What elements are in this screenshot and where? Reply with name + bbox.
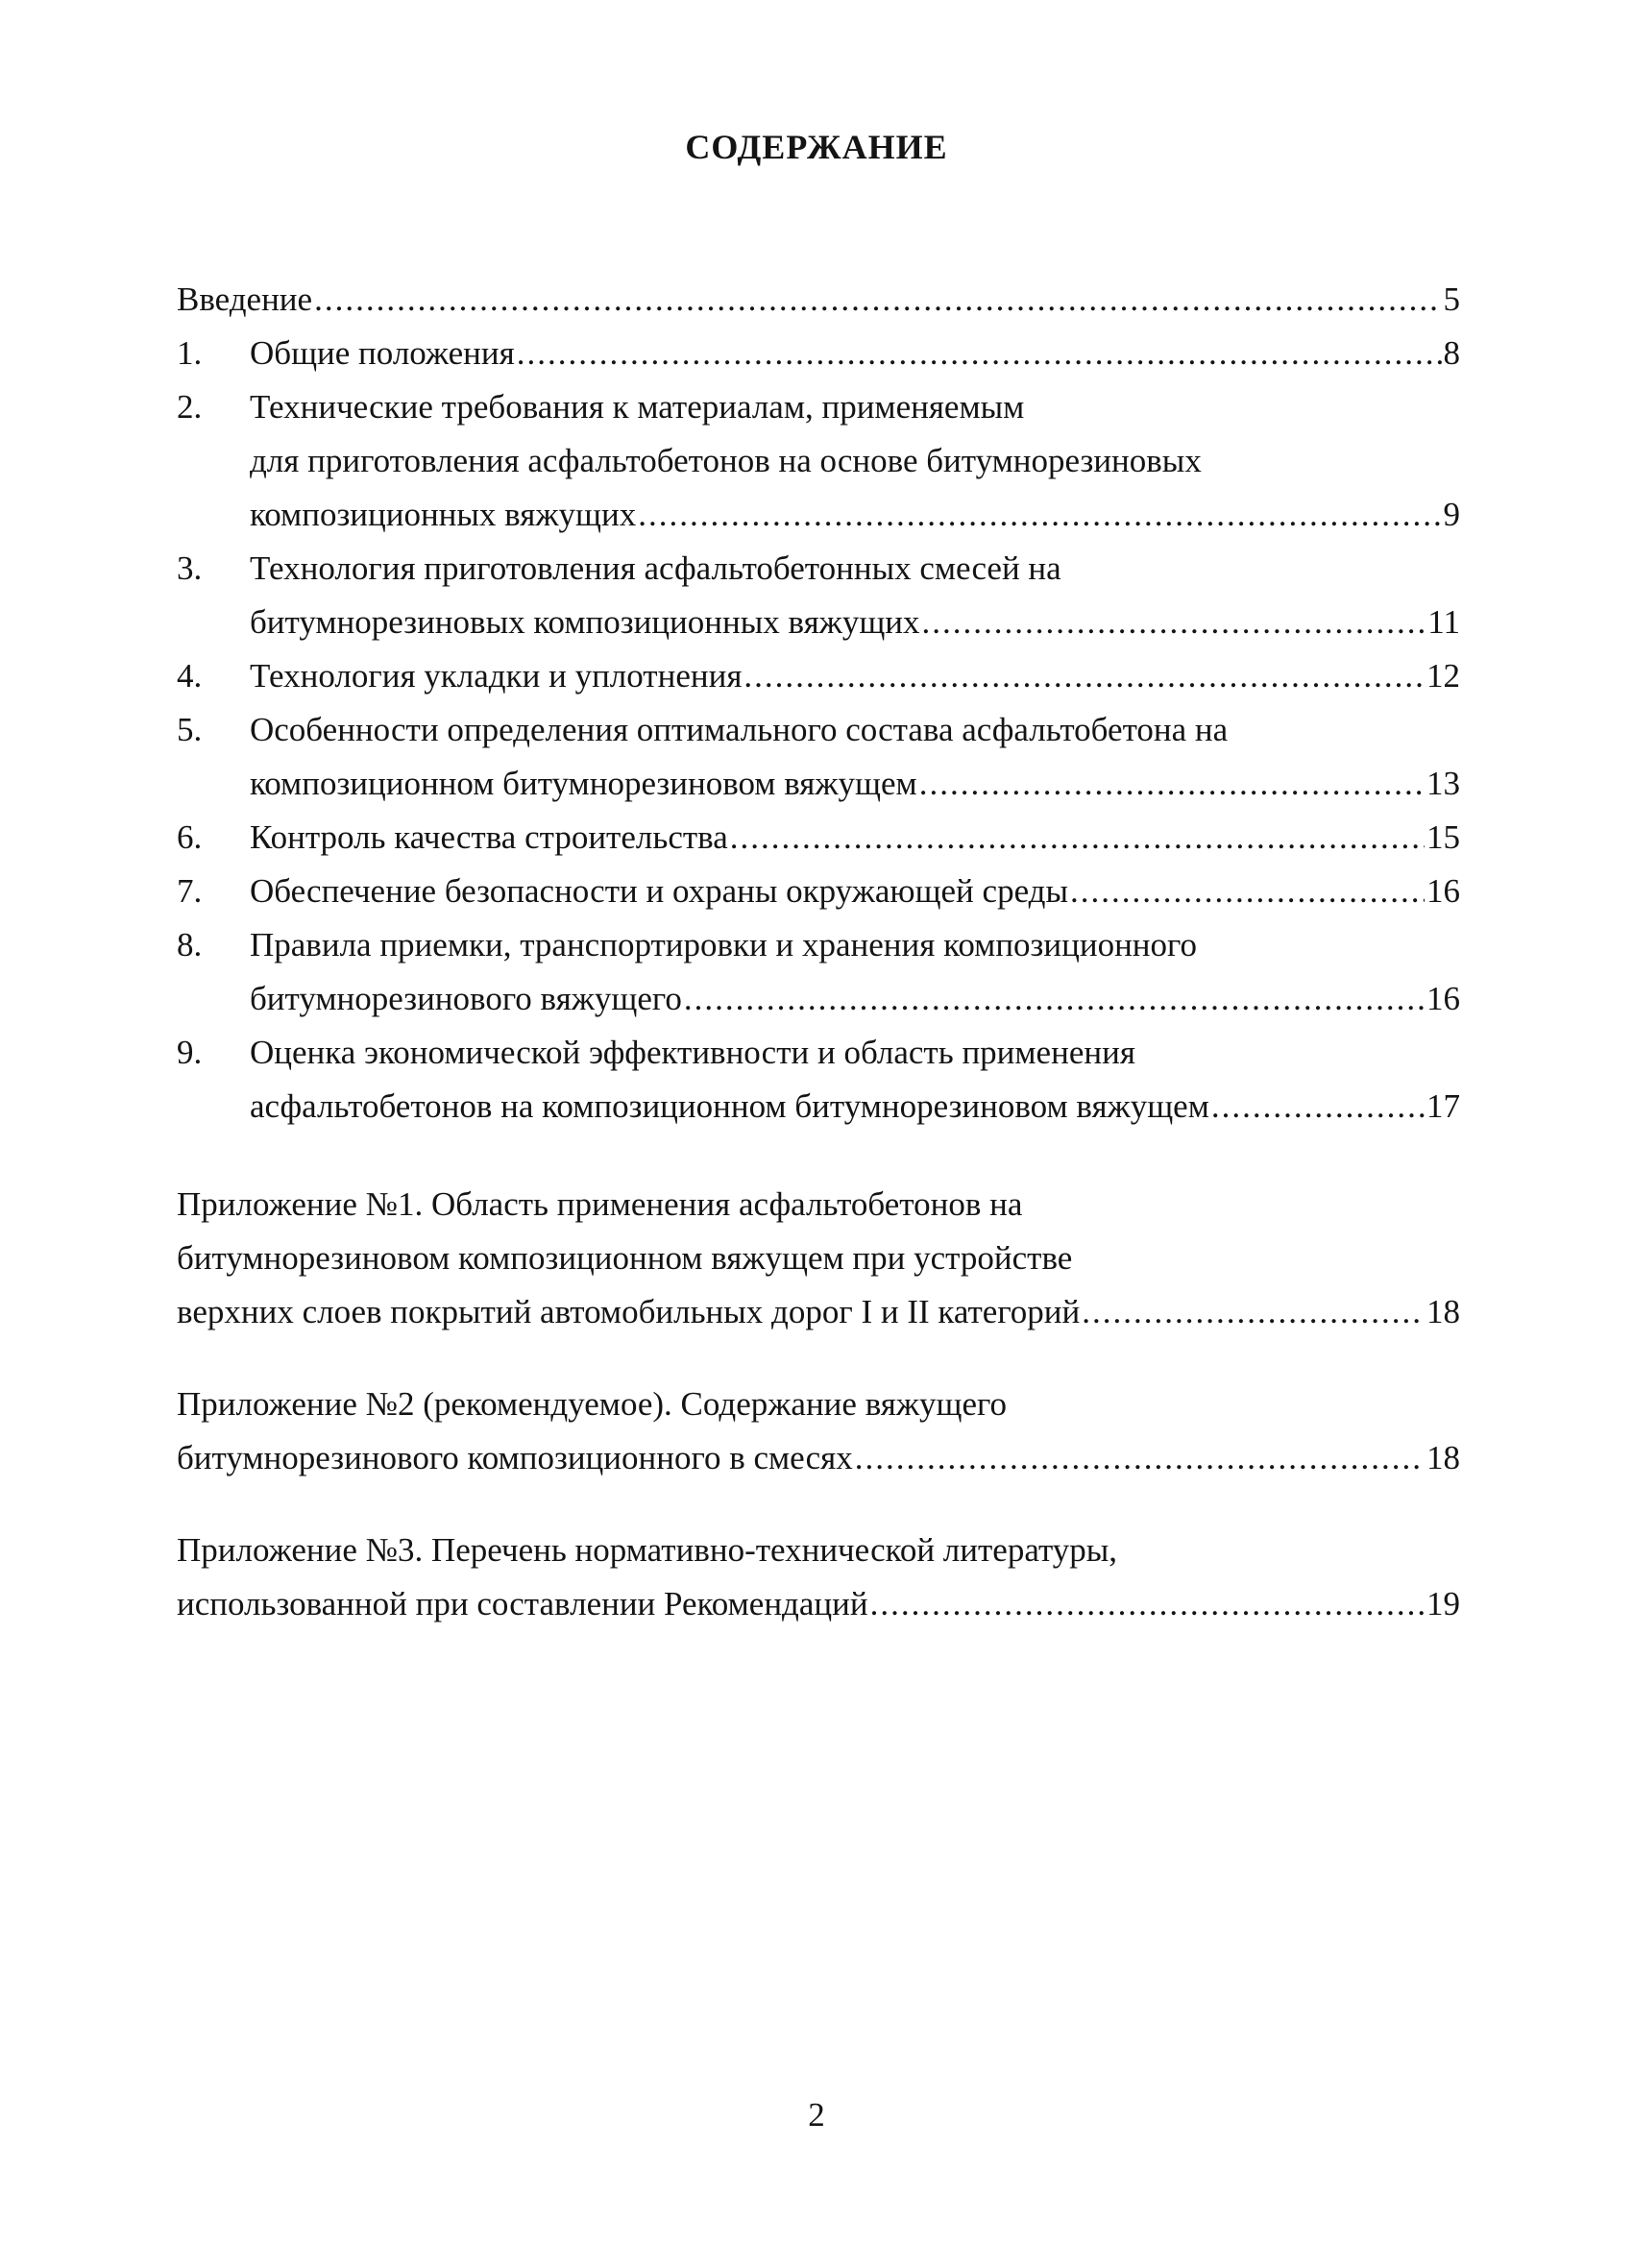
toc-entry-title-line: Приложение №3. Перечень нормативно-технической литературы, [177, 1531, 1118, 1569]
toc-entry-title: Общие положения [250, 334, 515, 372]
toc-page-number: 12 [1426, 657, 1460, 695]
dot-leader [922, 596, 1426, 649]
toc-entry-appendix-3[interactable] [177, 1524, 1460, 1631]
toc-page-number: 8 [1443, 334, 1460, 372]
section-number: 6. [177, 818, 203, 856]
toc-entry-title-line: верхних слоев покрытий автомобильных дорог I и II категорий [177, 1293, 1081, 1330]
toc-entry-section-4[interactable] [177, 649, 1460, 703]
toc-entry-title-line: Технология приготовления асфальтобетонных смесей на [250, 549, 1061, 587]
toc-page-number: 16 [1426, 872, 1460, 910]
section-number: 9. [177, 1034, 203, 1071]
toc-entry-title-line: Правила приемки, транспортировки и хранения композиционного [250, 926, 1198, 963]
page-number: 2 [808, 2096, 825, 2134]
table-of-contents [177, 273, 1460, 1631]
toc-entry-section-5[interactable] [177, 703, 1460, 811]
toc-page-number: 16 [1426, 980, 1460, 1017]
toc-entry-title: Технология укладки и уплотнения [250, 657, 743, 695]
section-number: 7. [177, 872, 203, 910]
dot-leader [730, 811, 1425, 865]
dot-leader [1082, 1285, 1425, 1339]
toc-entry-title-line: асфальтобетонов на композиционном битумнорезиновом вяжущем [250, 1087, 1209, 1125]
toc-entry-section-3[interactable] [177, 542, 1460, 649]
toc-entry-appendix-2[interactable] [177, 1378, 1460, 1485]
toc-entry-section-7[interactable] [177, 865, 1460, 918]
toc-entry-title-line: битумнорезиновом композиционном вяжущем при устройстве [177, 1239, 1073, 1277]
section-number: 2. [177, 388, 203, 426]
dot-leader [1211, 1080, 1425, 1134]
toc-page-number: 9 [1443, 496, 1460, 533]
toc-page-number: 18 [1426, 1293, 1460, 1330]
toc-entry-title-line: Оценка экономической эффективности и область применения [250, 1034, 1135, 1071]
toc-entry-title-line: Технические требования к материалам, применяемым [250, 388, 1025, 426]
section-number: 5. [177, 711, 203, 748]
section-number: 4. [177, 657, 203, 695]
dot-leader [743, 649, 1425, 703]
toc-page-number: 18 [1426, 1439, 1460, 1476]
toc-page-number: 15 [1426, 818, 1460, 856]
section-number: 1. [177, 334, 203, 372]
toc-entry-title-line: битумнорезиновых композиционных вяжущих [250, 603, 920, 641]
dot-leader [1070, 865, 1425, 918]
toc-entry-title-line: Приложение №2 (рекомендуемое). Содержание вяжущего [177, 1385, 1008, 1423]
toc-entry-title-line: битумнорезинового композиционного в смесях [177, 1439, 853, 1476]
dot-leader [855, 1431, 1425, 1485]
dot-leader [684, 972, 1425, 1026]
toc-entry-title: Введение [177, 280, 313, 318]
toc-page-number: 19 [1426, 1585, 1460, 1622]
page-title: СОДЕРЖАНИЕ [685, 128, 948, 166]
toc-entry-section-2[interactable] [177, 380, 1460, 542]
dot-leader [314, 273, 1441, 327]
section-number: 8. [177, 926, 203, 963]
dot-leader [919, 757, 1425, 811]
toc-entry-section-1[interactable] [177, 327, 1460, 380]
toc-page-number: 17 [1426, 1087, 1460, 1125]
toc-entry-title: Обеспечение безопасности и охраны окружающей среды [250, 872, 1068, 910]
toc-entry-title-line: композиционных вяжущих [250, 496, 637, 533]
toc-entry-title-line: Приложение №1. Область применения асфальтобетонов на [177, 1185, 1023, 1223]
toc-entry-section-9[interactable] [177, 1026, 1460, 1134]
toc-page-number: 5 [1443, 280, 1460, 318]
toc-entry-title-line: композиционном битумнорезиновом вяжущем [250, 765, 917, 802]
section-number: 3. [177, 549, 203, 587]
toc-entry-section-8[interactable] [177, 918, 1460, 1026]
dot-leader [638, 488, 1441, 542]
toc-entry-title-line: битумнорезинового вяжущего [250, 980, 682, 1017]
toc-entry-title-line: для приготовления асфальтобетонов на основе битумнорезиновых [250, 442, 1202, 479]
dot-leader [517, 327, 1442, 380]
dot-leader [870, 1577, 1425, 1631]
toc-entry-title-line: использованной при составлении Рекомендаций [177, 1585, 868, 1622]
toc-page-number: 11 [1427, 603, 1460, 641]
toc-entry-intro[interactable] [177, 273, 1460, 327]
toc-entry-section-6[interactable] [177, 811, 1460, 865]
toc-entry-title-line: Особенности определения оптимального состава асфальтобетона на [250, 711, 1229, 748]
toc-entry-appendix-1[interactable] [177, 1178, 1460, 1339]
toc-page-number: 13 [1426, 765, 1460, 802]
toc-entry-title: Контроль качества строительства [250, 818, 728, 856]
